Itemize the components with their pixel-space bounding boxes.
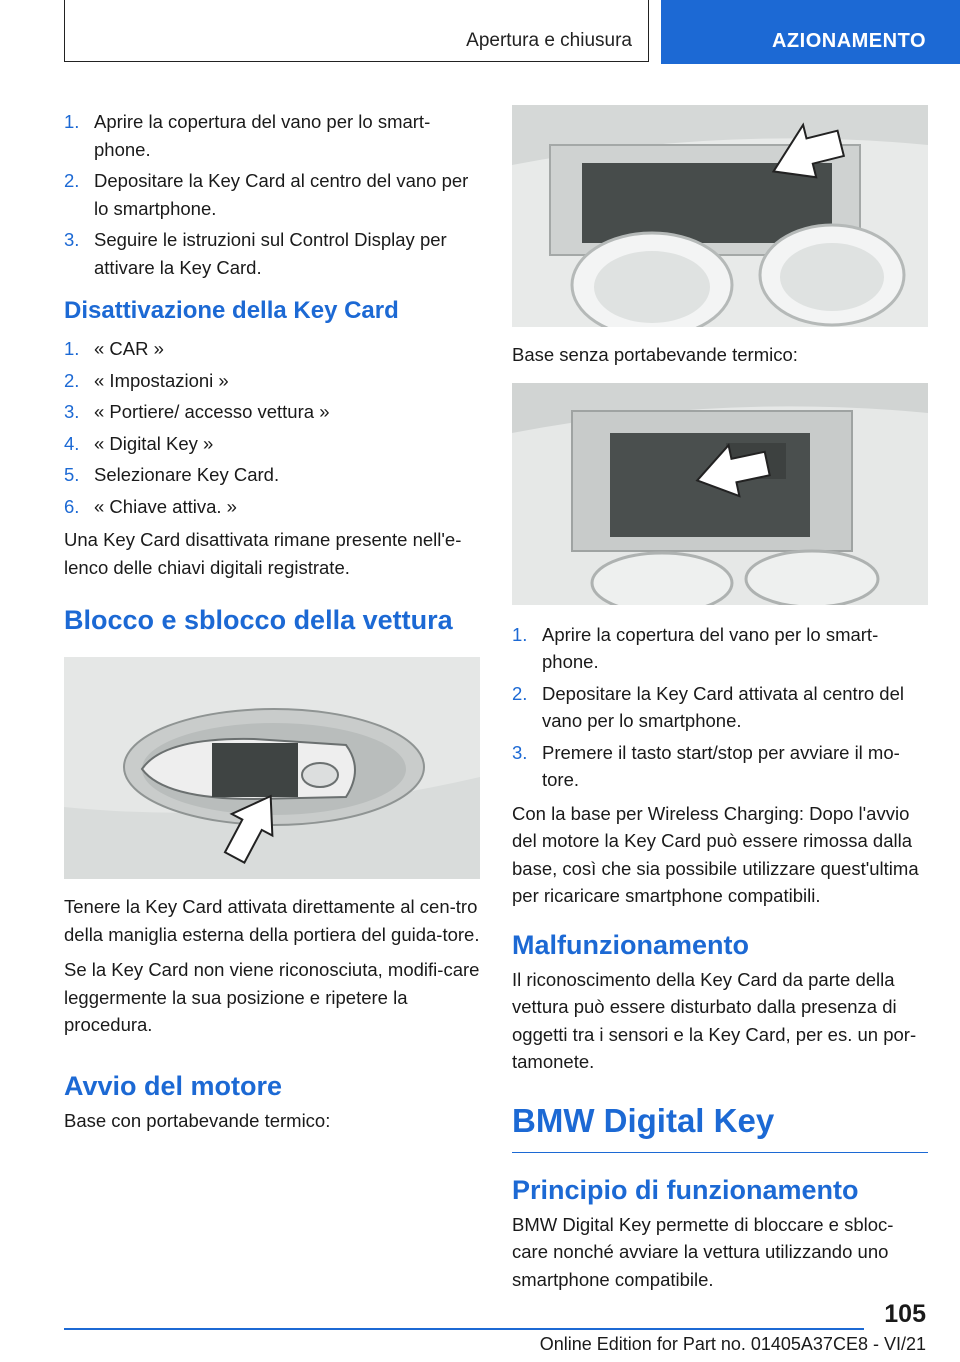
list-item: 2. Depositare la Key Card al centro del vano per lo smartphone. xyxy=(64,170,469,219)
heading-engine-start: Avvio del motore xyxy=(64,1070,283,1101)
heading-deactivate-key-card: Disattivazione della Key Card xyxy=(64,297,399,324)
door-handle-illustration xyxy=(64,657,480,879)
list-item: 1. « CAR » xyxy=(64,338,164,359)
page-number: 105 xyxy=(884,1300,926,1328)
header-section-title: Apertura e chiusura xyxy=(466,30,632,51)
list-item: 2. « Impostazioni » xyxy=(64,369,229,391)
paragraph-malfunction: Il riconoscimento della Key Card da parte della vettura può essere disturbato dalla presenza di oggetti tra i sensori e la Key Card, per es. un por‐tamonete. xyxy=(512,968,917,1072)
paragraph-hold-card: Tenere la Key Card attivata direttamente al cen‐tro della maniglia esterna della portiera del guida‐tore. xyxy=(64,896,480,945)
engine-start-steps xyxy=(512,621,928,794)
list-item: 3. Premere il tasto start/stop per avviare il mo‐tore. xyxy=(512,741,900,790)
list-item: 1. Aprire la copertura del vano per lo smart‐phone. xyxy=(64,111,431,160)
paragraph-wireless-charging: Con la base per Wireless Charging: Dopo l'avvio del motore la Key Card può essere rimossa dalla base, così che sia possibile utilizzare quest'ultima per ricaricare smartphone compatibili. xyxy=(512,802,919,906)
standard-cupholder-base-illustration xyxy=(512,383,928,605)
footer-divider xyxy=(64,1328,864,1330)
right-column xyxy=(512,105,928,1301)
heading-bmw-digital-key: BMW Digital Key xyxy=(512,1100,928,1153)
list-item: 2. Depositare la Key Card attivata al centro del vano per lo smartphone. xyxy=(512,682,904,731)
footer-edition: Online Edition for Part no. 01405A37CE8 - VI/21 xyxy=(539,1334,926,1354)
activation-steps xyxy=(64,108,480,281)
list-item: 6. « Chiave attiva. » xyxy=(64,495,237,517)
header-chapter-tab xyxy=(661,0,960,64)
paragraph-not-recognized: Se la Key Card non viene riconosciuta, modifi‐care leggermente la sua posizione e ripetere la procedura. xyxy=(64,959,480,1035)
paragraph-base-no-thermal: Base senza portabevande termico: xyxy=(512,344,798,365)
heading-malfunction: Malfunzionamento xyxy=(512,929,749,960)
thermal-cupholder-base-illustration xyxy=(512,105,928,327)
left-column xyxy=(64,108,480,1142)
heading-lock-unlock: Blocco e sblocco della vettura xyxy=(64,605,453,635)
header-section-box xyxy=(64,0,649,62)
heading-operating-principle: Principio di funzionamento xyxy=(512,1174,859,1205)
paragraph-base-thermal: Base con portabevande termico: xyxy=(64,1109,331,1131)
paragraph-deactivated-card: Una Key Card disattivata rimane presente nell'e‐lenco delle chiavi digitali registrate. xyxy=(64,529,462,578)
list-item: 3. « Portiere/ accesso vettura » xyxy=(64,401,330,422)
list-item: 3. Seguire le istruzioni sul Control Display per attivare la Key Card. xyxy=(64,229,447,278)
paragraph-operating-principle: BMW Digital Key permette di bloccare e sbloc‐care nonché avviare la vettura utilizzando uno smartphone compatibile. xyxy=(512,1213,894,1290)
list-item: 5. Selezionare Key Card. xyxy=(64,464,280,485)
list-item: 1. Aprire la copertura del vano per lo smart‐phone. xyxy=(512,623,879,672)
deactivation-steps xyxy=(64,335,480,520)
header-chapter-title: AZIONAMENTO xyxy=(771,30,926,52)
list-item: 4. « Digital Key » xyxy=(64,432,214,454)
